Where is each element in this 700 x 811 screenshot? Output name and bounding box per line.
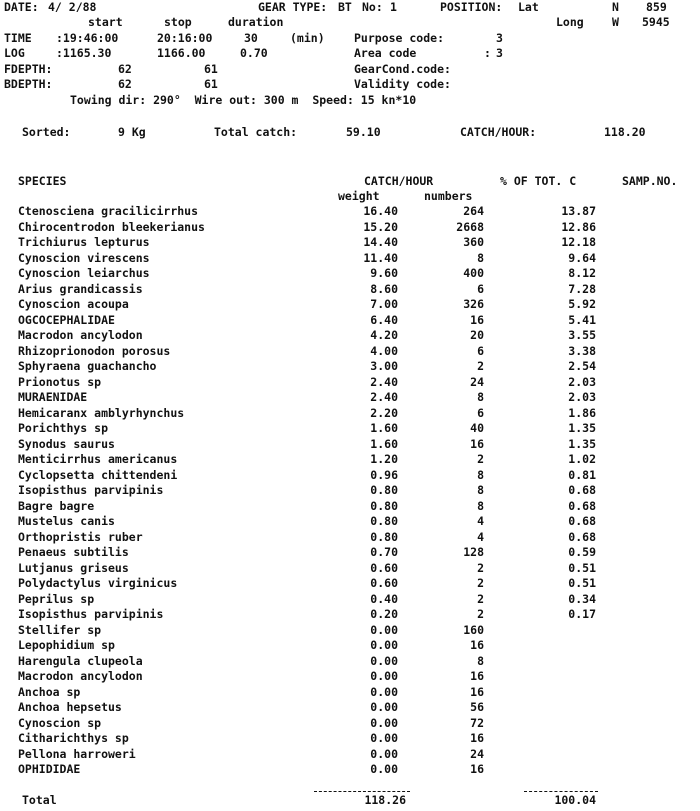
species-name: Stellifer sp [18,623,102,637]
stop-label: stop [164,15,192,29]
validity-code-label: Validity code: [354,77,451,91]
col-samp-no: SAMP.NO. [622,174,678,188]
col-species: SPECIES [18,174,67,188]
numbers-value: 16 [470,731,484,745]
area-code-colon: : [484,46,491,60]
total-catch-value: 59.10 [346,125,381,139]
weight-value: 2.40 [370,390,398,404]
weight-value: 0.80 [370,499,398,513]
long-value: 5945 [642,15,670,29]
numbers-value: 8 [477,654,484,668]
total-weight: 118.26 [364,793,406,807]
weight-total-rule [314,791,410,792]
weight-value: 7.00 [370,297,398,311]
numbers-value: 16 [470,638,484,652]
species-name: Lepophidium sp [18,638,115,652]
species-name: Lutjanus griseus [18,561,129,575]
pct-value: 0.68 [568,483,596,497]
numbers-value: 16 [470,313,484,327]
pct-value: 2.03 [568,375,596,389]
weight-value: 0.60 [370,561,398,575]
species-name: Penaeus subtilis [18,545,129,559]
lat-hemisphere: N [612,0,619,14]
species-name: Sphyraena guachancho [18,359,157,373]
numbers-value: 2 [477,607,484,621]
species-name: Anchoa sp [18,685,81,699]
species-name: Isopisthus parvipinis [18,483,164,497]
pct-value: 2.03 [568,390,596,404]
weight-value: 1.20 [370,452,398,466]
species-name: Bagre bagre [18,499,95,513]
pct-value: 0.81 [568,468,596,482]
weight-value: 3.00 [370,359,398,373]
purpose-code-label: Purpose code: [354,31,445,45]
numbers-value: 16 [470,669,484,683]
species-name: Citharichthys sp [18,731,129,745]
weight-value: 0.96 [370,468,398,482]
pct-value: 0.51 [568,576,596,590]
numbers-value: 24 [470,747,484,761]
numbers-value: 4 [477,530,484,544]
numbers-value: 8 [477,468,484,482]
pct-value: 13.87 [561,204,596,218]
species-name: Arius grandicassis [18,282,143,296]
weight-value: 4.00 [370,344,398,358]
species-name: Cynoscion acoupa [18,297,129,311]
numbers-value: 264 [463,204,484,218]
col-weight: weight [338,189,380,203]
total-pct: 100.04 [554,793,596,807]
area-code-value: 3 [496,46,503,60]
numbers-value: 6 [477,344,484,358]
species-name: Mustelus canis [18,514,115,528]
pct-value: 1.35 [568,437,596,451]
log-label: LOG [4,46,25,60]
species-name: Polydactylus virginicus [18,576,178,590]
weight-value: 0.00 [370,638,398,652]
gear-no-value: 1 [390,0,397,14]
weight-value: 0.00 [370,654,398,668]
date-value: 4/ 2/88 [48,0,97,14]
pct-value: 8.12 [568,266,596,280]
area-code-label: Area code [354,46,417,60]
col-catch-hour: CATCH/HOUR [364,174,434,188]
species-name: Cynoscion sp [18,716,102,730]
pct-value: 12.86 [561,220,596,234]
numbers-value: 326 [463,297,484,311]
col-pct-total: % OF TOT. C [500,174,577,188]
sorted-value: 9 Kg [118,125,146,139]
pct-value: 1.86 [568,406,596,420]
bdepth-label: BDEPTH: [4,77,53,91]
numbers-value: 2 [477,561,484,575]
numbers-value: 2 [477,592,484,606]
duration-unit: (min) [290,31,325,45]
numbers-value: 40 [470,421,484,435]
numbers-value: 20 [470,328,484,342]
pct-value: 9.64 [568,251,596,265]
numbers-value: 8 [477,499,484,513]
pct-value: 1.35 [568,421,596,435]
position-label: POSITION: [440,0,503,14]
fdepth-stop: 61 [204,62,218,76]
weight-value: 2.20 [370,406,398,420]
bdepth-stop: 61 [204,77,218,91]
pct-value: 0.51 [568,561,596,575]
weight-value: 0.80 [370,514,398,528]
gearcond-code-label: GearCond.code: [354,62,451,76]
weight-value: 6.40 [370,313,398,327]
weight-value: 0.70 [370,545,398,559]
numbers-value: 2 [477,359,484,373]
bdepth-start: 62 [118,77,132,91]
weight-value: 0.00 [370,623,398,637]
numbers-value: 8 [477,390,484,404]
time-label: TIME [4,31,32,45]
weight-value: 1.60 [370,437,398,451]
numbers-value: 2 [477,452,484,466]
weight-value: 0.80 [370,530,398,544]
pct-value: 12.18 [561,235,596,249]
catch-per-hour-value: 118.20 [604,125,646,139]
total-label: Total [22,793,57,807]
species-name: Anchoa hepsetus [18,700,122,714]
species-name: Porichthys sp [18,421,109,435]
pct-value: 0.17 [568,607,596,621]
log-start: :1165.30 [56,46,112,60]
weight-value: 14.40 [363,235,398,249]
numbers-value: 16 [470,437,484,451]
time-stop: 20:16:00 [157,31,213,45]
log-diff: 0.70 [240,46,268,60]
pct-value: 5.92 [568,297,596,311]
numbers-value: 72 [470,716,484,730]
numbers-value: 56 [470,700,484,714]
weight-value: 0.00 [370,731,398,745]
numbers-value: 24 [470,375,484,389]
species-name: Menticirrhus americanus [18,452,178,466]
pct-value: 3.55 [568,328,596,342]
weight-value: 15.20 [363,220,398,234]
species-name: Cynoscion leiarchus [18,266,150,280]
species-name: Harengula clupeola [18,654,143,668]
fdepth-label: FDEPTH: [4,62,53,76]
long-label: Long [556,15,584,29]
species-name: Isopisthus parvipinis [18,607,164,621]
numbers-value: 6 [477,282,484,296]
species-name: Synodus saurus [18,437,115,451]
species-name: Hemicaranx amblyrhynchus [18,406,185,420]
weight-value: 0.20 [370,607,398,621]
purpose-code-value: 3 [496,31,503,45]
species-name: Cynoscion virescens [18,251,150,265]
weight-value: 0.00 [370,747,398,761]
numbers-value: 2 [477,576,484,590]
numbers-value: 16 [470,685,484,699]
pct-value: 7.28 [568,282,596,296]
weight-value: 0.00 [370,669,398,683]
numbers-value: 6 [477,406,484,420]
gear-type-label: GEAR TYPE: [258,0,328,14]
col-numbers: numbers [424,189,473,203]
weight-value: 8.60 [370,282,398,296]
species-name: Orthopristis ruber [18,530,143,544]
date-label: DATE: [4,0,39,14]
species-name: Ctenosciena gracilicirrhus [18,204,199,218]
numbers-value: 128 [463,545,484,559]
numbers-value: 8 [477,251,484,265]
time-start: :19:46:00 [56,31,119,45]
sorted-label: Sorted: [22,125,71,139]
pct-value: 0.68 [568,499,596,513]
gear-no-label: No: [362,0,383,14]
weight-value: 16.40 [363,204,398,218]
species-name: Trichiurus lepturus [18,235,150,249]
numbers-value: 16 [470,762,484,776]
pct-value: 5.41 [568,313,596,327]
weight-value: 4.20 [370,328,398,342]
fdepth-start: 62 [118,62,132,76]
weight-value: 0.00 [370,762,398,776]
long-hemisphere: W [612,15,619,29]
species-name: Cyclopsetta chittendeni [18,468,178,482]
total-catch-label: Total catch: [214,125,298,139]
pct-value: 0.68 [568,530,596,544]
numbers-value: 400 [463,266,484,280]
species-name: Peprilus sp [18,592,95,606]
weight-value: 0.00 [370,716,398,730]
numbers-value: 8 [477,483,484,497]
pct-total-rule [524,791,598,792]
numbers-value: 2668 [456,220,484,234]
species-name: MURAENIDAE [18,390,88,404]
lat-label: Lat [518,0,539,14]
pct-value: 1.02 [568,452,596,466]
species-name: Prionotus sp [18,375,102,389]
numbers-value: 160 [463,623,484,637]
catch-per-hour-label: CATCH/HOUR: [460,125,537,139]
duration-value: 30 [244,31,258,45]
numbers-value: 360 [463,235,484,249]
species-name: Macrodon ancylodon [18,669,143,683]
species-name: OGCOCEPHALIDAE [18,313,115,327]
numbers-value: 4 [477,514,484,528]
species-name: Rhizoprionodon porosus [18,344,171,358]
pct-value: 0.59 [568,545,596,559]
weight-value: 0.80 [370,483,398,497]
lat-value: 859 [646,0,667,14]
start-label: start [88,15,123,29]
weight-value: 2.40 [370,375,398,389]
weight-value: 1.60 [370,421,398,435]
weight-value: 0.60 [370,576,398,590]
towing-line: Towing dir: 290° Wire out: 300 m Speed: 15 kn*10 [70,93,417,107]
pct-value: 2.54 [568,359,596,373]
pct-value: 0.34 [568,592,596,606]
species-name: Chirocentrodon bleekerianus [18,220,205,234]
species-name: Pellona harroweri [18,747,136,761]
weight-value: 0.00 [370,685,398,699]
weight-value: 9.60 [370,266,398,280]
weight-value: 0.40 [370,592,398,606]
pct-value: 0.68 [568,514,596,528]
pct-value: 3.38 [568,344,596,358]
weight-value: 0.00 [370,700,398,714]
log-stop: 1166.00 [157,46,206,60]
species-name: OPHIDIDAE [18,762,81,776]
duration-label: duration [228,15,284,29]
weight-value: 11.40 [363,251,398,265]
gear-type-value: BT [338,0,352,14]
species-name: Macrodon ancylodon [18,328,143,342]
